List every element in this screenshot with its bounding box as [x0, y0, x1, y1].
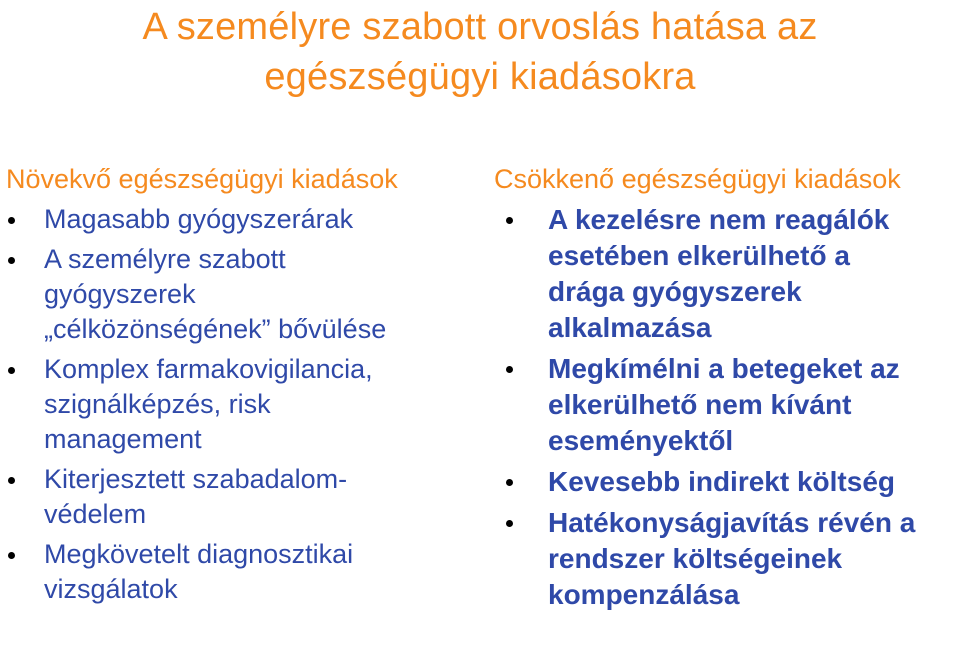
list-item — [494, 464, 960, 500]
list-item-text: A személyre szabott — [44, 244, 286, 274]
list-item — [6, 352, 466, 457]
list-item-text: vizsgálatok — [44, 574, 178, 604]
bullet-icon — [506, 479, 513, 486]
list-item-text: Magasabb gyógyszerárak — [44, 204, 354, 234]
list-item-text: Hatékonyságjavítás révén a — [548, 507, 916, 538]
list-item — [6, 537, 466, 607]
decreasing-costs-list — [494, 202, 960, 613]
list-item-text: alkalmazása — [548, 312, 712, 343]
list-item-text: eseményektől — [548, 425, 734, 456]
list-item — [494, 505, 960, 613]
bullet-icon — [8, 477, 15, 484]
list-item-text: védelem — [44, 499, 147, 529]
list-item-text: esetében elkerülhető a — [548, 240, 850, 271]
list-item-text: gyógyszerek — [44, 279, 196, 309]
increasing-costs-list — [6, 202, 466, 607]
bullet-icon — [8, 217, 15, 224]
bullet-icon — [506, 366, 513, 373]
list-item-text: A kezelésre nem reagálók — [548, 204, 890, 235]
list-item-text: Kiterjesztett szabadalom- — [44, 464, 348, 494]
list-item-text: rendszer költségeinek — [548, 543, 843, 574]
bullet-icon — [8, 367, 15, 374]
slide-title-line-2: egészségügyi kiadásokra — [264, 56, 696, 98]
list-item — [494, 351, 960, 459]
list-item-text: Komplex farmakovigilancia, — [44, 354, 373, 384]
list-item — [6, 462, 466, 532]
list-item-text: drága gyógyszerek — [548, 276, 802, 307]
increasing-costs-column — [6, 162, 466, 612]
list-item-text: szignálképzés, risk — [44, 389, 271, 419]
list-item-text: Megkövetelt diagnosztikai — [44, 539, 354, 569]
bullet-icon — [8, 552, 15, 559]
bullet-icon — [8, 257, 15, 264]
list-item-text: Megkímélni a betegeket az — [548, 353, 900, 384]
list-item-text: management — [44, 424, 202, 454]
increasing-costs-heading: Növekvő egészségügyi kiadások — [6, 164, 398, 194]
list-item-text: elkerülhető nem kívánt — [548, 389, 852, 420]
decreasing-costs-heading: Csökkenő egészségügyi kiadások — [494, 164, 901, 194]
list-item-text: Kevesebb indirekt költség — [548, 466, 896, 497]
list-item-text: kompenzálása — [548, 579, 740, 610]
bullet-icon — [506, 520, 513, 527]
slide-title — [0, 2, 960, 102]
bullet-icon — [506, 217, 513, 224]
list-item — [494, 202, 960, 346]
list-item — [6, 242, 466, 347]
list-item — [6, 202, 466, 237]
slide-title-line-1: A személyre szabott orvoslás hatása az — [142, 6, 818, 48]
list-item-text: „célközönségének” bővülése — [44, 314, 387, 344]
decreasing-costs-column — [494, 162, 960, 618]
